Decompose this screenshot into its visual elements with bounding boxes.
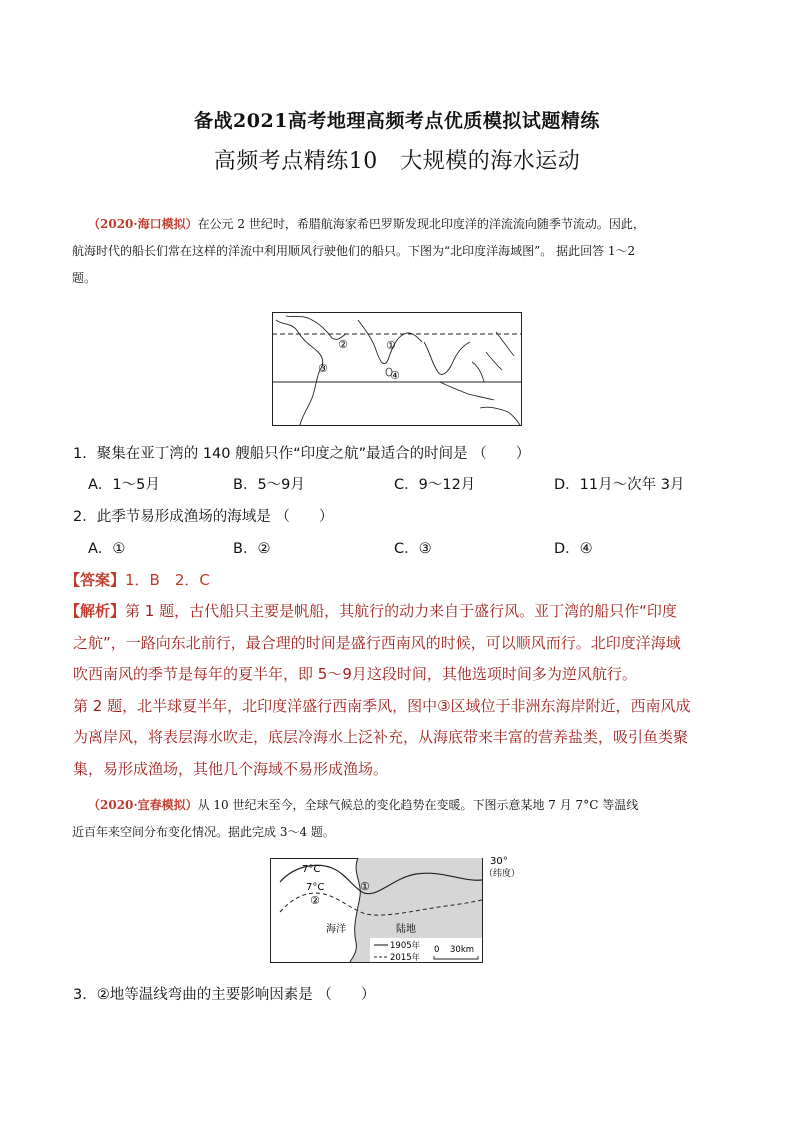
map-1-marker-4: ④ — [390, 369, 400, 382]
analysis-line-3: 吹西南风的季节是每年的夏半年，即 5～9月这段时间，其他选项时间多为逆风航行。 — [73, 665, 637, 683]
question-2-option-c: C．③ — [394, 541, 432, 557]
question-2-option-a: A．① — [88, 541, 126, 557]
map-2-legend-2015: 2015年 — [390, 953, 421, 963]
passage-2 — [72, 792, 720, 846]
passage-2-line-1 — [88, 792, 720, 819]
question-2-option-d: D．④ — [554, 541, 593, 557]
answer-tag: 【答案】 — [65, 571, 126, 589]
question-1-option-d: D．11月～次年 3月 — [554, 477, 685, 493]
map-2-latitude-value: 30° — [490, 856, 508, 867]
isotherm-map — [266, 852, 526, 966]
passage-1-text-1: 在公元 2 世纪时，希腊航海家希巴罗斯发现北印度洋的洋流流向随季节流动。因此， — [197, 217, 645, 231]
map-2-marker-1: ① — [360, 880, 370, 893]
analysis-line-4: 第 2 题，北半球夏半年，北印度洋盛行西南季风，图中③区域位于非洲东海岸附近，西南风成 — [73, 696, 691, 715]
map-2-isotherm-label-1: 7°C — [302, 864, 321, 875]
question-1-stem: 1．聚集在亚丁湾的 140 艘船只作“印度之航”最适合的时间是 （ ） — [73, 446, 531, 462]
analysis-tag: 【解析】 — [65, 602, 126, 620]
answer-text: 1．B 2．C — [125, 571, 210, 589]
map-1-marker-1: ① — [386, 339, 396, 352]
map-2-scale-label: 30km — [450, 945, 475, 955]
passage-1-source: （2020·海口模拟） — [88, 217, 198, 231]
analysis-line-1 — [65, 596, 725, 628]
map-2-latitude-unit: （纬度） — [484, 869, 521, 879]
question-1-option-b: B．5～9月 — [233, 477, 305, 493]
analysis-block — [65, 596, 725, 785]
passage-1 — [72, 211, 720, 292]
passage-1-line-1 — [88, 211, 720, 238]
analysis-line-1-text: 第 1 题，古代船只主要是帆船，其航行的动力来自于盛行风。亚丁湾的船只作“印度 — [125, 602, 677, 620]
map-1-marker-3: ③ — [318, 362, 328, 375]
passage-1-line-2: 航海时代的船长们常在这样的洋流中利用顺风行驶他们的船只。下图为“北印度洋海域图”。 据此回答 1～2 — [72, 244, 636, 258]
question-2-stem: 2．此季节易形成渔场的海域是 （ ） — [73, 509, 334, 525]
question-1-option-c: C．9～12月 — [394, 477, 476, 493]
question-1-option-a: A．1～5月 — [88, 477, 160, 493]
passage-2-line-2: 近百年来空间分布变化情况。据此完成 3～4 题。 — [72, 825, 335, 839]
map-1-marker-2: ② — [338, 338, 348, 351]
passage-2-source: （2020·宜春模拟） — [88, 798, 198, 812]
analysis-line-5: 为离岸风，将表层海水吹走，底层冷海水上泛补充，从海底带来丰富的营养盐类，吸引鱼类聚 — [73, 728, 689, 746]
map-2-land-label: 陆地 — [396, 924, 416, 935]
map-2-marker-2: ② — [310, 894, 320, 907]
map-2-ocean-label: 海洋 — [326, 924, 346, 935]
analysis-line-2: 之航”，一路向东北前行，最合理的时间是盛行西南风的时候，可以顺风而行。北印度洋海域 — [73, 633, 681, 652]
map-2-scale-zero: 0 — [434, 945, 440, 955]
question-3-stem: 3．②地等温线弯曲的主要影响因素是 （ ） — [73, 987, 376, 1003]
answer-block — [65, 569, 210, 590]
passage-2-text-1: 从 10 世纪末至今，全球气候总的变化趋势在变暖。下图示意某地 7 月 7°C 等温线 — [197, 798, 639, 812]
north-indian-ocean-map — [272, 312, 522, 426]
map-2-isotherm-label-2: 7°C — [306, 882, 325, 893]
question-2-option-b: B．② — [233, 541, 271, 557]
passage-1-line-3: 题。 — [72, 271, 97, 285]
map-2-legend-1905: 1905年 — [390, 941, 421, 951]
analysis-line-6: 集，易形成渔场，其他几个海域不易形成渔场。 — [73, 759, 389, 778]
document-title: 备战2021高考地理高频考点优质模拟试题精练 — [194, 110, 600, 132]
document-subtitle: 高频考点精练10 大规模的海水运动 — [213, 149, 581, 174]
